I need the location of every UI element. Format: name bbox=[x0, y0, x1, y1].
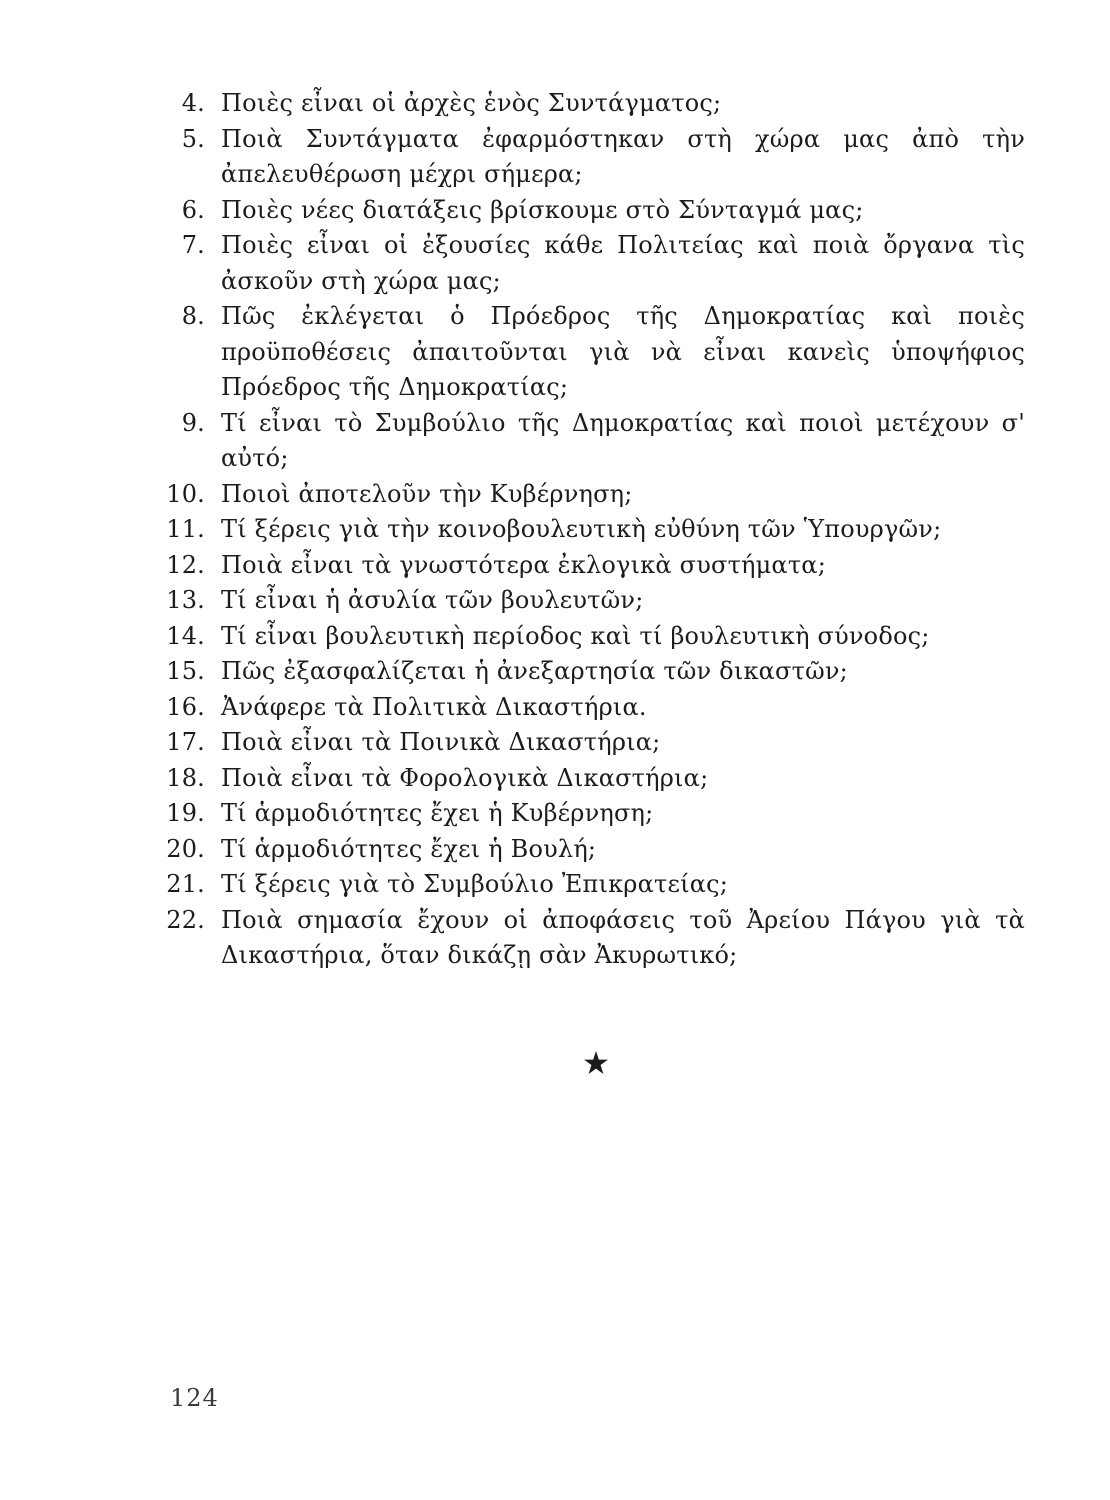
list-item bbox=[165, 796, 1025, 832]
question-number: 19. bbox=[166, 799, 205, 827]
question-text: Τί ἁρμοδιότητες ἔχει ἡ Κυβέρνηση; bbox=[221, 799, 654, 827]
question-text: Τί εἶναι ἡ ἀσυλία τῶν βουλευτῶν; bbox=[221, 586, 644, 614]
question-number: 12. bbox=[166, 550, 205, 579]
question-number: 7. bbox=[181, 231, 205, 259]
question-number: 15. bbox=[166, 657, 205, 685]
list-item bbox=[165, 299, 1025, 406]
question-number: 13. bbox=[166, 586, 205, 614]
list-item bbox=[165, 761, 1025, 797]
question-number: 18. bbox=[166, 763, 205, 792]
question-number: 21. bbox=[166, 870, 205, 898]
question-text: Ποιὰ σημασία ἔχουν οἱ ἀποφάσεις τοῦ Ἀρείου Πάγου γιὰ τὰ Δικαστήρια, ὅταν δικάζῃ σὰν Ἀκυρωτικό; bbox=[221, 905, 1025, 969]
question-number: 20. bbox=[166, 834, 205, 863]
question-text: Ποιὰ Συντάγματα ἐφαρμόστηκαν στὴ χώρα μας ἀπὸ τὴν ἀπελευθέρωση μέχρι σήμερα; bbox=[221, 124, 1025, 188]
question-number: 9. bbox=[181, 408, 205, 437]
list-item bbox=[165, 725, 1025, 761]
page-number: 124 bbox=[170, 1384, 219, 1412]
star-shape bbox=[584, 1051, 608, 1074]
list-item bbox=[165, 903, 1025, 974]
list-item bbox=[165, 583, 1025, 619]
list-item bbox=[165, 406, 1025, 477]
list-item bbox=[165, 86, 1025, 122]
list-item bbox=[165, 122, 1025, 193]
question-text: Ποιὰ εἶναι τὰ γνωστότερα ἐκλογικὰ συστήματα; bbox=[221, 550, 827, 579]
list-item bbox=[165, 867, 1025, 903]
question-text: Ποιοὶ ἀποτελοῦν τὴν Κυβέρνηση; bbox=[221, 479, 633, 508]
question-text: Πῶς ἐκλέγεται ὁ Πρόεδρος τῆς Δημοκρατίας καὶ ποιὲς προϋποθέσεις ἀπαιτοῦνται γιὰ νὰ εἶναι κανεὶς ὑποψήφιος Πρόεδρος τῆς Δημοκρατίας; bbox=[221, 302, 1025, 401]
list-item bbox=[165, 654, 1025, 690]
list-item bbox=[165, 690, 1025, 726]
question-number: 5. bbox=[181, 124, 205, 153]
question-text: Ἀνάφερε τὰ Πολιτικὰ Δικαστήρια. bbox=[221, 692, 647, 721]
question-number: 11. bbox=[166, 515, 205, 543]
question-number: 16. bbox=[166, 692, 205, 721]
list-item bbox=[165, 548, 1025, 584]
list-item bbox=[165, 619, 1025, 655]
question-text: Ποιὰ εἶναι τὰ Φορολογικὰ Δικαστήρια; bbox=[221, 763, 709, 792]
question-text: Τί ξέρεις γιὰ τὸ Συμβούλιο Ἐπικρατείας; bbox=[221, 870, 729, 898]
question-text: Ποιὲς νέες διατάξεις βρίσκουμε στὸ Σύνταγμά μας; bbox=[221, 195, 864, 224]
question-text: Τί εἶναι τὸ Συμβούλιο τῆς Δημοκρατίας καὶ ποιοὶ μετέχουν σ' αὐτό; bbox=[221, 408, 1025, 472]
question-number: 8. bbox=[181, 302, 205, 330]
question-text: Ποιὲς εἶναι οἱ ἀρχὲς ἑνὸς Συντάγματος; bbox=[221, 89, 722, 117]
list-item bbox=[165, 193, 1025, 229]
question-text: Τί ἁρμοδιότητες ἔχει ἡ Βουλή; bbox=[221, 834, 597, 863]
question-text: Τί εἶναι βουλευτικὴ περίοδος καὶ τί βουλευτικὴ σύνοδος; bbox=[221, 621, 930, 650]
list-item bbox=[165, 832, 1025, 868]
question-text: Πῶς ἐξασφαλίζεται ἡ ἀνεξαρτησία τῶν δικαστῶν; bbox=[221, 657, 848, 685]
question-number: 6. bbox=[181, 195, 205, 224]
question-number: 4. bbox=[181, 89, 205, 117]
question-number: 14. bbox=[166, 621, 205, 650]
star-icon bbox=[583, 1050, 609, 1076]
question-list bbox=[165, 86, 1025, 974]
list-item bbox=[165, 228, 1025, 299]
question-number: 10. bbox=[166, 479, 205, 508]
question-text: Ποιὰ εἶναι τὰ Ποινικὰ Δικαστήρια; bbox=[221, 728, 661, 756]
question-number: 22. bbox=[166, 905, 205, 934]
question-text: Ποιὲς εἶναι οἱ ἐξουσίες κάθε Πολιτείας καὶ ποιὰ ὄργανα τὶς ἀσκοῦν στὴ χώρα μας; bbox=[221, 231, 1025, 295]
list-item bbox=[165, 477, 1025, 513]
question-text: Τί ξέρεις γιὰ τὴν κοινοβουλευτικὴ εὐθύνη τῶν Ὑπουργῶν; bbox=[221, 515, 942, 543]
list-item bbox=[165, 512, 1025, 548]
question-number: 17. bbox=[166, 728, 205, 756]
